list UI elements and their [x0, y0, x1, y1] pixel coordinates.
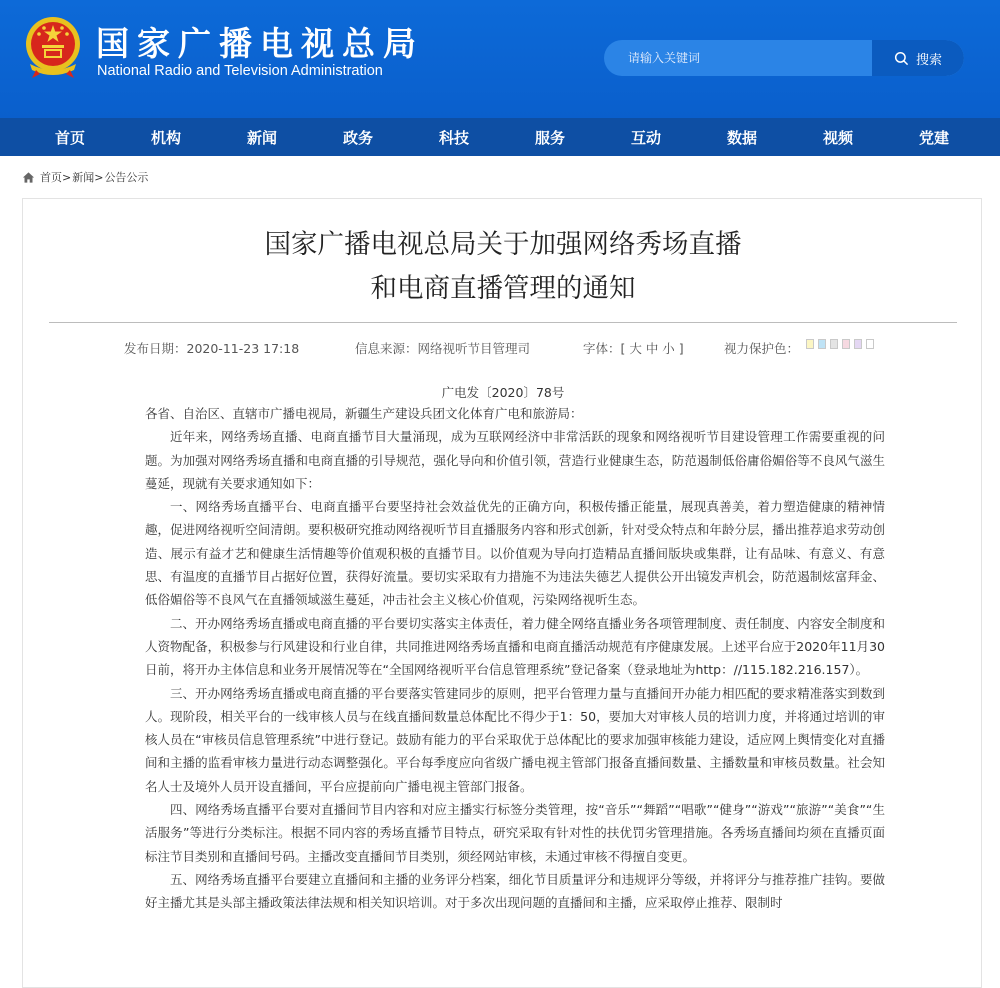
site-title[interactable]: 国家广播电视总局 [96, 24, 424, 63]
article-panel [22, 198, 982, 988]
national-emblem-icon[interactable] [22, 14, 84, 80]
nav-item-party-building[interactable]: 党建 [918, 128, 949, 147]
color-swatch[interactable] [854, 339, 862, 349]
main-nav [0, 118, 1000, 156]
info-source: 信息来源：网络视听节目管理司 [355, 341, 531, 356]
nav-item-government-affairs[interactable]: 政务 [342, 128, 373, 147]
site-header [0, 0, 1000, 118]
search-icon [894, 51, 909, 66]
paragraph: 一、网络秀场直播平台、电商直播平台要坚持社会效益优先的正确方向，积极传播正能量，展现真善美，着力塑造健康的精神情趣，促进网络视听空间清朗。要积极研究推动网络视听节目直播服务内容和形式创新，针对受众特点和年龄分层，播出推荐追求劳动创造、展示有益才艺和健康生活情趣等价值观积极的直播节目。以价值观为导向打造精品直播间版块或集群，让有品味、有意义、有意思、有温度的直播节目占据好位置，获得好流量。要切实采取有力措施不为违法失德艺人提供公开出镜发声机会，防范遏制炫富拜金、低俗媚俗等不良风气在直播领域滋生蔓延，冲击社会主义核心价值观，污染网络视听生态。 [145, 499, 885, 608]
color-swatch[interactable] [818, 339, 826, 349]
document-number: 广电发〔2020〕78号 [441, 385, 565, 400]
color-swatch[interactable] [830, 339, 838, 349]
paragraph: 近年来，网络秀场直播、电商直播节目大量涌现，成为互联网经济中非常活跃的现象和网络视听节目建设管理工作需要重视的问题。为加强对网络秀场直播和电商直播的引导规范，强化导向和价值引领，营造行业健康生态，防范遏制低俗庸俗媚俗等不良风气滋生蔓延，现就有关要求通知如下： [145, 429, 885, 491]
publish-date: 发布日期：2020-11-23 17:18 [124, 341, 300, 356]
eye-protect-swatches [806, 339, 874, 349]
nav-item-home[interactable]: 首页 [54, 128, 85, 147]
paragraph: 二、开办网络秀场直播或电商直播的平台要切实落实主体责任，着力健全网络直播业务各项管理制度、责任制度、内容安全制度和人资物配备，积极参与行风建设和行业自律，共同推进网络秀场直播和电商直播活动规范有序健康发展。上述平台应于2020年11月30日前，将开办主体信息和业务开展情况等在“全国网络视听平台信息管理系统”登记备案（登录地址为http：//115.182.216.157）。 [145, 615, 885, 678]
nav-item-technology[interactable]: 科技 [438, 128, 469, 147]
color-swatch[interactable] [806, 339, 814, 349]
paragraph: 四、网络秀场直播平台要对直播间节目内容和对应主播实行标签分类管理，按“音乐”“舞蹈”“唱歌”“健身”“游戏”“旅游”“美食”“生活服务”等进行分类标注。根据不同内容的秀场直播节目特点，研究采取有针对性的扶优罚劣管理措施。各秀场直播间均须在直播页面标注节目类别和直播间号码。主播改变直播间节目类别，须经网站审核，未通过审核不得擅自变更。 [145, 802, 885, 864]
breadcrumb-news[interactable]: 新闻> [72, 171, 104, 184]
color-swatch[interactable] [866, 339, 874, 349]
search-button[interactable] [872, 40, 964, 76]
article-title-line-2: 和电商直播管理的通知 [370, 273, 636, 304]
nav-item-video[interactable]: 视频 [822, 128, 853, 147]
addressee: 各省、自治区、直辖市广播电视局，新疆生产建设兵团文化体育广电和旅游局： [145, 406, 583, 421]
nav-item-data[interactable]: 数据 [726, 128, 757, 147]
article-body [145, 402, 885, 915]
search-box [604, 40, 964, 76]
color-swatch[interactable] [842, 339, 850, 349]
search-input[interactable] [604, 40, 872, 76]
paragraph: 三、开办网络秀场直播或电商直播的平台要落实管建同步的原则，把平台管理力量与直播间开办能力相匹配的要求精准落实到数到人。现阶段，相关平台的一线审核人员与在线直播间数量总体配比不得少于1：50，要加大对审核人员的培训力度，并将通过培训的审核人员在“审核员信息管理系统”中进行登记。鼓励有能力的平台采取优于总体配比的要求加强审核能力建设，适应网上舆情变化对直播间和主播的监看审核力量进行动态调整强化。平台每季度应向省级广播电视主管部门报备直播间数量、主播数量和审核员数量。社会知名人士及境外人员开设直播间，平台应提前向广播电视主管部门报备。 [145, 685, 885, 794]
font-size-control[interactable]: 字体：[ 大 中 小 ] [583, 341, 684, 356]
paragraph: 五、网络秀场直播平台要建立直播间和主播的业务评分档案，细化节目质量评分和违规评分等级，并将评分与推荐推广挂钩。要做好主播尤其是头部主播政策法律法规和相关知识培训。对于多次出现问题的直播间和主播，应采取停止推荐、限制时 [145, 871, 885, 911]
article-title [23, 223, 983, 311]
breadcrumb [0, 156, 1000, 198]
nav-item-services[interactable]: 服务 [534, 128, 565, 147]
nav-item-organization[interactable]: 机构 [150, 128, 181, 147]
nav-item-news[interactable]: 新闻 [246, 128, 277, 147]
site-subtitle: National Radio and Television Administration [97, 63, 383, 79]
article-title-line-1: 国家广播电视总局关于加强网络秀场直播 [264, 229, 742, 260]
title-divider [49, 322, 957, 323]
eye-protect-label: 视力保护色： [724, 341, 800, 356]
home-icon [22, 171, 35, 184]
nav-item-interaction[interactable]: 互动 [630, 128, 661, 147]
breadcrumb-current[interactable]: 公告公示 [104, 171, 149, 184]
breadcrumb-home[interactable]: 首页> [40, 171, 72, 184]
search-button-label: 搜索 [915, 52, 942, 68]
